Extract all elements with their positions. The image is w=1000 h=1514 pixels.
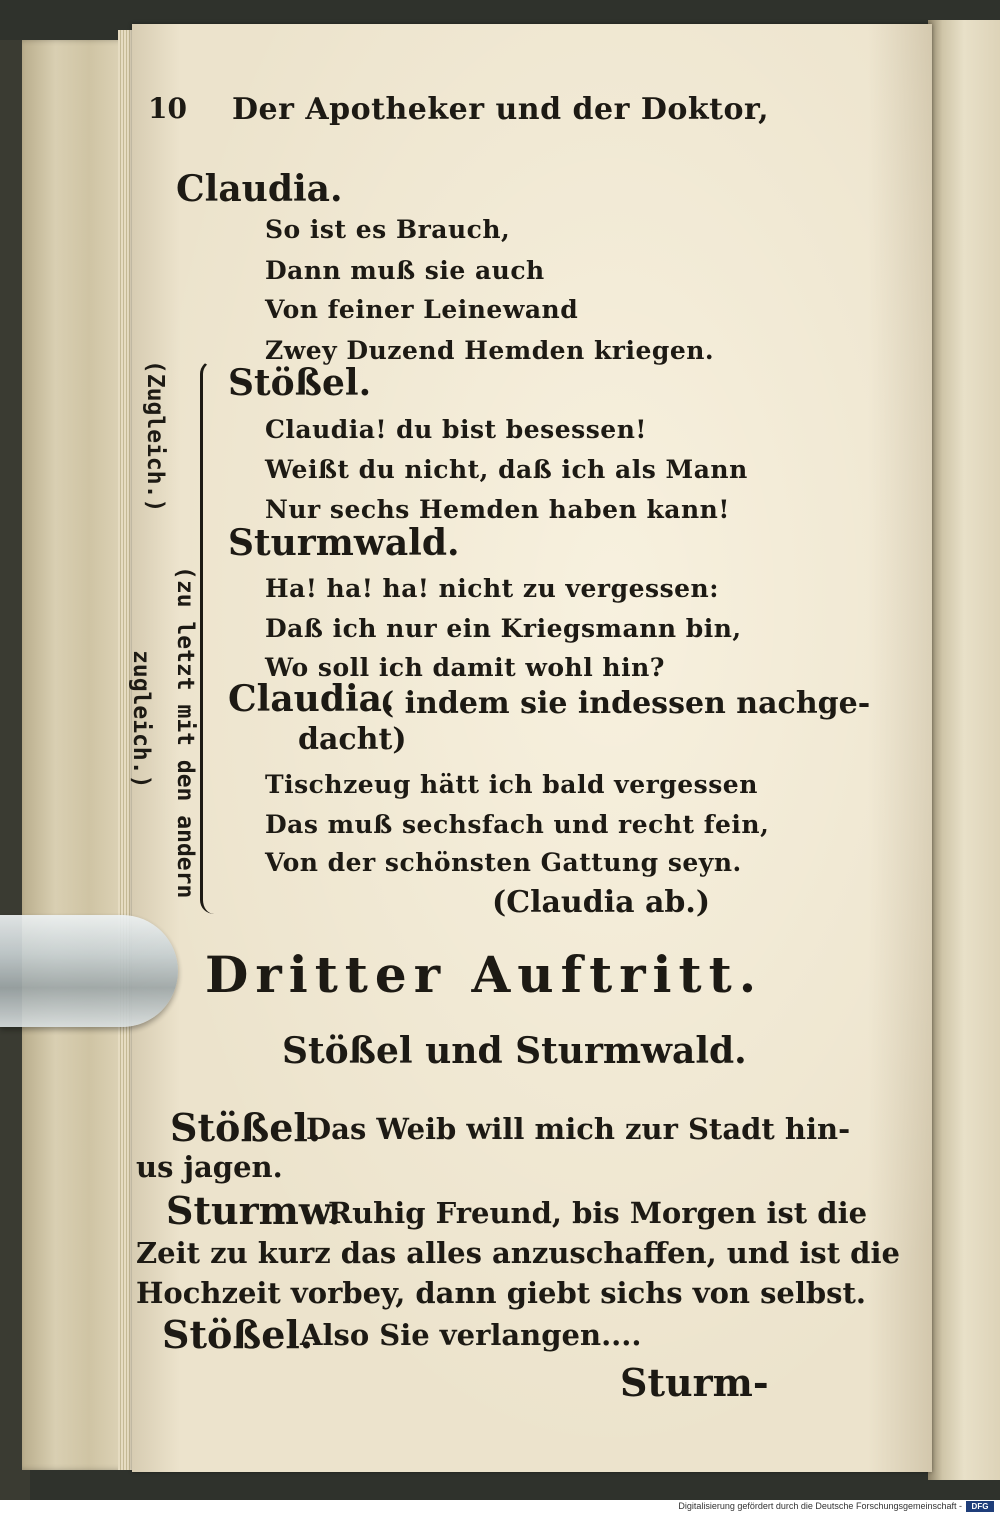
prose-line: us jagen.: [136, 1150, 283, 1184]
margin-note-zuletzt-cont: zugleich.): [128, 650, 154, 789]
margin-note-zugleich: (Zugleich.): [142, 360, 168, 513]
prose-line: Ruhig Freund, bis Morgen ist die: [328, 1196, 868, 1230]
prose-line: Zeit zu kurz das alles anzuschaffen, und ist die: [136, 1236, 900, 1270]
prose-line: Hochzeit vorbey, dann giebt sichs von selbst.: [136, 1276, 866, 1310]
page-number: 10: [148, 92, 187, 125]
facing-page-edge: [928, 20, 1000, 1480]
dfg-logo: DFG: [966, 1501, 994, 1512]
margin-brace: [200, 360, 223, 914]
verse-line: Das muß sechsfach und recht fein,: [265, 810, 770, 839]
prose-line: Also Sie verlangen....: [300, 1318, 642, 1352]
speaker-name: Claudia.: [228, 678, 395, 720]
verse-line: Von feiner Leinewand: [265, 295, 579, 324]
scene-characters: Stößel und Sturmwald.: [282, 1030, 747, 1072]
verse-line: Daß ich nur ein Kriegsmann bin,: [265, 614, 742, 643]
verse-line: Wo soll ich damit wohl hin?: [265, 653, 665, 682]
page-holder-clip: [0, 915, 178, 1027]
footer-credit: Digitalisierung gefördert durch die Deutsche Forschungsgemeinschaft -: [678, 1501, 962, 1511]
speaker-name: Stößel.: [228, 362, 372, 404]
verse-line: Ha! ha! ha! nicht zu vergessen:: [265, 574, 719, 603]
verse-line: Nur sechs Hemden haben kann!: [265, 495, 730, 524]
prose-line: Das Weib will mich zur Stadt hin-: [306, 1112, 851, 1146]
speaker-name: Stößel.: [162, 1312, 314, 1357]
verse-line: So ist es Brauch,: [265, 215, 511, 244]
speaker-name: Claudia.: [176, 168, 343, 210]
verse-line: Von der schönsten Gattung seyn.: [265, 848, 742, 877]
stage-direction: dacht): [298, 722, 407, 757]
exit-direction: (Claudia ab.): [492, 885, 711, 920]
scene-title: Dritter Auftritt.: [205, 945, 764, 1004]
verse-line: Claudia! du bist besessen!: [265, 415, 647, 444]
speaker-name: Sturmw.: [166, 1188, 341, 1233]
verse-line: Weißt du nicht, daß ich als Mann: [265, 455, 748, 484]
verse-line: Zwey Duzend Hemden kriegen.: [265, 336, 715, 365]
running-title: Der Apotheker und der Doktor,: [232, 92, 770, 127]
stage-direction: ( indem sie indessen nachge-: [380, 686, 871, 721]
speaker-name: Stößel.: [170, 1105, 322, 1150]
margin-note-zuletzt: (zu letzt mit den andern: [172, 566, 198, 899]
verse-line: Dann muß sie auch: [265, 256, 545, 285]
speaker-name: Sturmwald.: [228, 522, 460, 564]
catchword: Sturm-: [620, 1360, 769, 1405]
verse-line: Tischzeug hätt ich bald vergessen: [265, 770, 758, 799]
